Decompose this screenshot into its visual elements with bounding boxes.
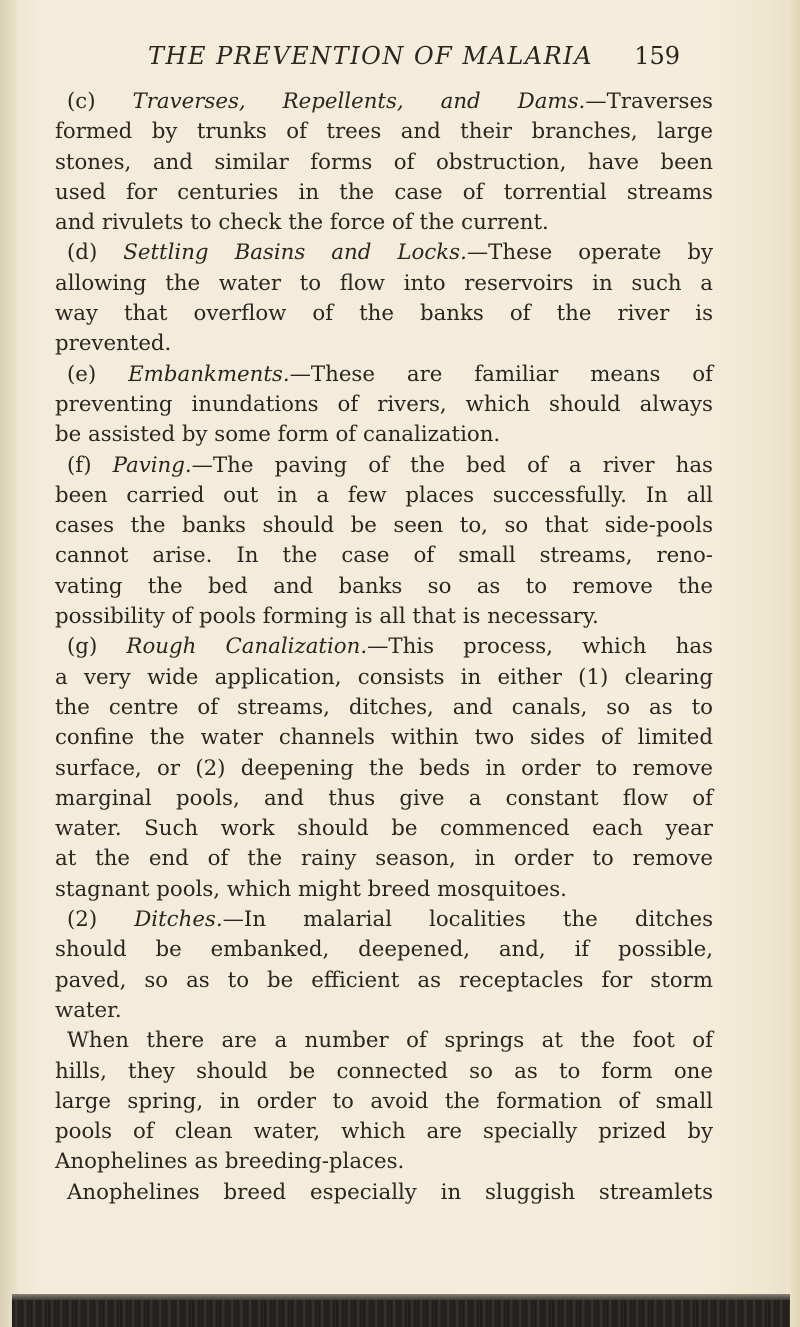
- paragraph-marker: (g): [67, 634, 98, 660]
- paragraph-springs-line: When there are a number of springs at the foot of: [67, 1028, 713, 1054]
- paragraph-g-line: water. Such work should be commenced each year: [55, 816, 713, 842]
- paragraph-d-line: way that overflow of the banks of the river is: [55, 301, 713, 327]
- paragraph-ditches-line: should be embanked, deepened, and, if possible,: [55, 937, 713, 963]
- paragraph-c-line: and rivulets to check the force of the current.: [55, 210, 549, 236]
- paragraph-ditches-line: [55, 905, 713, 935]
- paragraph-c-line: used for centuries in the case of torrential streams: [55, 179, 713, 205]
- paragraph-f-line: been carried out in a few places successfully. In all: [55, 482, 713, 508]
- section-heading: Traverses, Repellents, and Dams.: [132, 89, 586, 114]
- paragraph-marker: (f): [67, 452, 92, 478]
- paragraph-d-line: prevented.: [55, 331, 172, 357]
- paragraph-d-line: [55, 238, 713, 268]
- paragraph-d-line: allowing the water to flow into reservoirs in such a: [55, 270, 713, 296]
- page-header: [140, 42, 680, 82]
- paragraph-f-line: [55, 451, 713, 481]
- text-run: —These are familiar means of: [289, 361, 713, 387]
- paragraph-g-line: marginal pools, and thus give a constant flow of: [55, 785, 713, 811]
- paragraph-last-line: Anophelines breed especially in sluggish streamlets: [67, 1179, 713, 1205]
- body-text: [55, 87, 713, 1208]
- paragraph-e-line: [55, 360, 713, 390]
- page-gutter-shadow: [0, 0, 18, 1327]
- paragraph-c-line: stones, and similar forms of obstruction, have been: [55, 149, 713, 175]
- paragraph-springs-line: pools of clean water, which are specially prized by: [55, 1119, 713, 1145]
- paragraph-f-line: vating the bed and banks so as to remove the: [55, 573, 713, 599]
- paragraph-f-line: possibility of pools forming is all that is necessary.: [55, 604, 599, 630]
- text-run: —This process, which has: [367, 634, 713, 660]
- paragraph-g-line: [55, 632, 713, 662]
- scan-bottom-edge: [12, 1294, 790, 1327]
- section-heading: Paving.: [112, 452, 192, 478]
- paragraph-g-line: a very wide application, consists in either (1) clearing: [55, 664, 713, 690]
- paragraph-g-line: stagnant pools, which might breed mosquitoes.: [55, 876, 567, 902]
- text-run: —In malarial localities the ditches: [222, 907, 713, 933]
- text-run: —Traverses: [585, 89, 713, 114]
- running-title: THE PREVENTION OF MALARIA: [148, 42, 593, 70]
- paragraph-springs-line: hills, they should be connected so as to form one: [55, 1058, 713, 1084]
- paragraph-f-line: cannot arise. In the case of small streams, reno-: [55, 543, 713, 569]
- text-run: —The paving of the bed of a river has: [191, 452, 713, 478]
- section-heading: Settling Basins and Locks.: [123, 240, 467, 266]
- section-heading: Rough Canalization.: [126, 634, 368, 660]
- paragraph-marker: (e): [67, 361, 97, 387]
- paragraph-g-line: at the end of the rainy season, in order to remove: [55, 846, 713, 872]
- text-run: —These operate by: [466, 240, 713, 266]
- paragraph-e-line: preventing inundations of rivers, which should always: [55, 391, 713, 417]
- paragraph-marker: (c): [67, 89, 96, 114]
- page-number: 159: [634, 42, 680, 70]
- paragraph-marker: (d): [67, 240, 98, 266]
- paragraph-g-line: the centre of streams, ditches, and canals, so as to: [55, 694, 713, 720]
- paragraph-g-line: confine the water channels within two sides of limited: [55, 725, 713, 751]
- page-edge-shadow: [786, 0, 800, 1327]
- section-heading: Embankments.: [128, 361, 290, 387]
- paragraph-springs-line: Anophelines as breeding-places.: [55, 1149, 405, 1175]
- paragraph-marker: (2): [67, 907, 98, 933]
- paragraph-c-line: formed by trunks of trees and their branches, large: [55, 119, 713, 145]
- paragraph-e-line: be assisted by some form of canalization.: [55, 422, 501, 448]
- paragraph-springs-line: large spring, in order to avoid the formation of small: [55, 1088, 713, 1114]
- paragraph-f-line: cases the banks should be seen to, so that side-pools: [55, 513, 713, 539]
- paragraph-ditches-line: water.: [55, 997, 122, 1023]
- paragraph-ditches-line: paved, so as to be efficient as receptacles for storm: [55, 967, 713, 993]
- paragraph-g-line: surface, or (2) deepening the beds in order to remove: [55, 755, 713, 781]
- paragraph-c-line: [55, 87, 713, 117]
- section-heading: Ditches.: [134, 907, 223, 933]
